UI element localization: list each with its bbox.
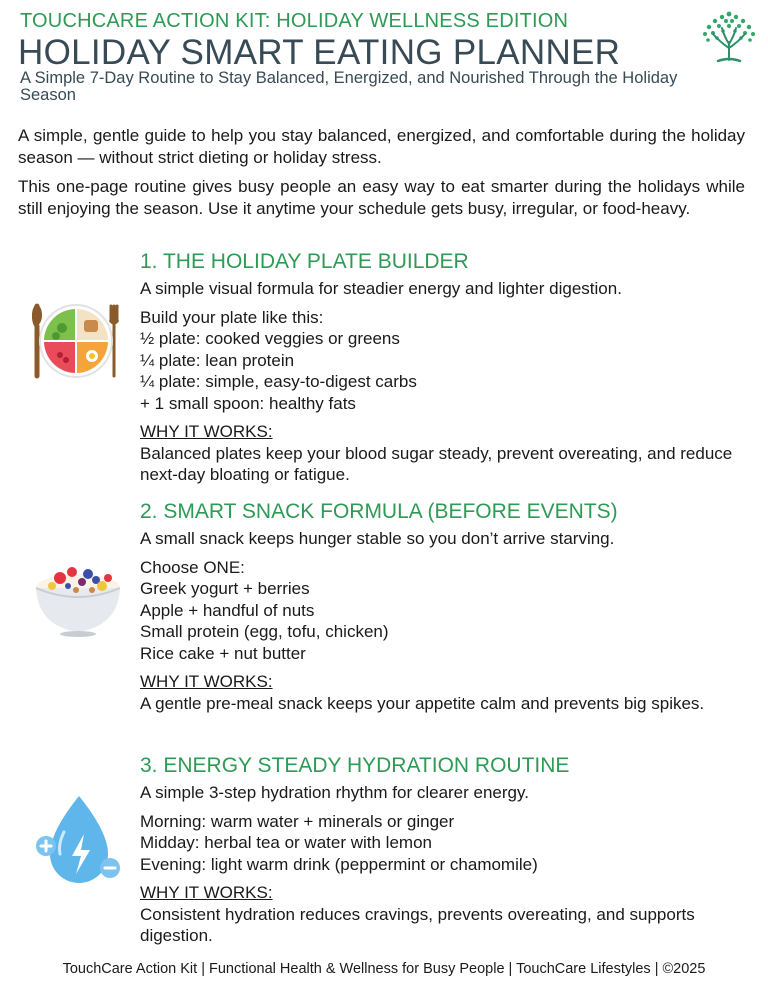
why-text: Consistent hydration reduces cravings, prevents overeating, and supports digestion. <box>140 904 695 945</box>
why-text: A gentle pre-meal snack keeps your appetite calm and prevents big spikes. <box>140 693 705 713</box>
page-title: HOLIDAY SMART EATING PLANNER <box>18 33 621 72</box>
list-item: Midday: herbal tea or water with lemon <box>140 833 432 852</box>
list-item: ½ plate: cooked veggies or greens <box>140 329 400 348</box>
list-item: Rice cake + nut butter <box>140 643 306 663</box>
list-item: Morning: warm water + minerals or ginger <box>140 811 455 831</box>
water-drop-icon <box>34 792 124 890</box>
why-text: Balanced plates keep your blood sugar steady, prevent overeating, and reduce next-day bloating or fatigue. <box>140 443 733 484</box>
section-hydration <box>140 754 750 947</box>
section-summary: A simple visual formula for steadier energy and lighter digestion. <box>140 279 622 298</box>
why-label: WHY IT WORKS: <box>140 883 273 902</box>
footer: TouchCare Action Kit | Functional Health & Wellness for Busy People | TouchCare Lifestyles | ©2025 <box>62 961 706 977</box>
list-item: Evening: light warm drink (peppermint or chamomile) <box>140 854 538 874</box>
list-intro: Choose ONE: <box>140 557 245 577</box>
list-intro: Build your plate like this: <box>140 307 324 327</box>
section-summary: A small snack keeps hunger stable so you don’t arrive starving. <box>140 529 615 548</box>
section-heading: 1. THE HOLIDAY PLATE BUILDER <box>140 250 469 273</box>
section-smart-snack <box>140 500 750 714</box>
kicker: TOUCHCARE ACTION KIT: HOLIDAY WELLNESS EDITION <box>20 10 569 32</box>
yogurt-bowl-icon <box>32 560 124 638</box>
plate-icon <box>28 300 124 382</box>
list-item: + 1 small spoon: healthy fats <box>140 393 356 413</box>
section-summary: A simple 3-step hydration rhythm for clearer energy. <box>140 783 529 802</box>
section-heading: 2. SMART SNACK FORMULA (BEFORE EVENTS) <box>140 500 618 523</box>
intro-paragraph-1: A simple, gentle guide to help you stay balanced, energized, and comfortable during the holiday season — without strict dieting or holiday stress. <box>18 126 745 167</box>
tree-logo-icon <box>698 8 760 64</box>
list-item: ¼ plate: lean protein <box>140 350 295 370</box>
intro-paragraph-2: This one-page routine gives busy people an easy way to eat smarter during the holidays while still enjoying the season. Use it anytime your schedule gets busy, irregular, or food-heavy. <box>18 177 745 218</box>
list-item: Apple + handful of nuts <box>140 600 315 620</box>
subtitle: A Simple 7-Day Routine to Stay Balanced, Energized, and Nourished Through the Holiday Season <box>20 69 678 104</box>
section-heading: 3. ENERGY STEADY HYDRATION ROUTINE <box>140 754 570 777</box>
list-item: Greek yogurt + berries <box>140 579 310 598</box>
section-plate-builder <box>140 250 750 486</box>
why-label: WHY IT WORKS: <box>140 422 273 441</box>
list-item: Small protein (egg, tofu, chicken) <box>140 622 389 641</box>
list-item: ¼ plate: simple, easy-to-digest carbs <box>140 372 417 391</box>
why-label: WHY IT WORKS: <box>140 672 273 691</box>
